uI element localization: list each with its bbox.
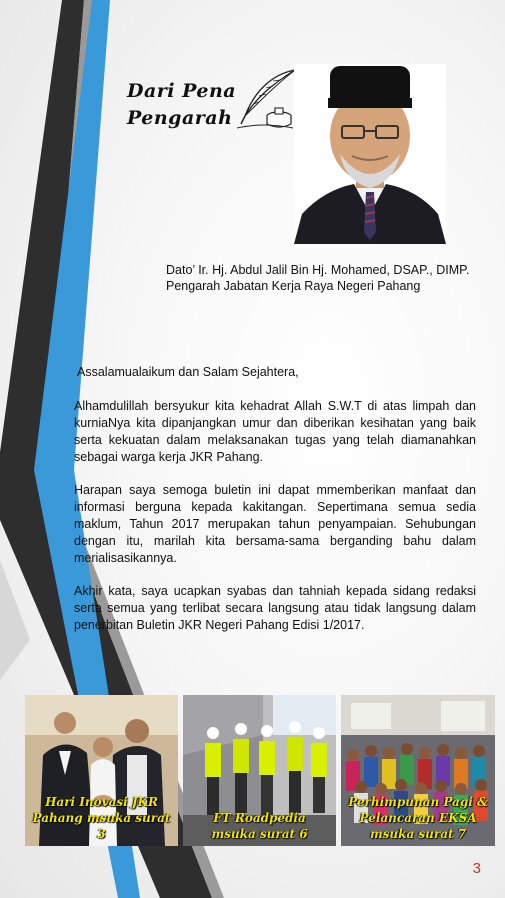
letter-body xyxy=(74,364,476,650)
photo-perhimpunan-pagi xyxy=(341,695,495,846)
photo-ft-roadpedia xyxy=(183,695,336,846)
letter-greeting: Assalamualaikum dan Salam Sejahtera, xyxy=(77,365,299,379)
photo-caption-2 xyxy=(185,810,334,842)
page-heading xyxy=(127,78,236,132)
photo-2-caption-line-2: msuka surat 6 xyxy=(211,827,308,841)
letter-paragraph-3: Akhir kata, saya ucapkan syabas dan tahniah kepada sidang redaksi serta semua yang terlibat secara langsung atau tidak langsung dalam penerbitan Buletin JKR Negeri Pahang Edisi 1/2017. xyxy=(74,584,476,632)
page-number: 3 xyxy=(472,860,481,877)
photo-1-caption-line-1: Hari Inovasi JKR xyxy=(45,795,158,809)
photo-caption-3 xyxy=(343,794,493,842)
director-portrait xyxy=(294,64,446,244)
photo-hari-inovasi xyxy=(25,695,178,846)
letter-paragraph-2: Harapan saya semoga buletin ini dapat mmemberikan manfaat dan informasi berguna kepada kakitangan. Sepertimana semua sedia maklum, Tahun 2017 merupakan tahun penyampaian. Sehubungan dengan itu, marilah kita bersama-sama berganding bahu dalam merialisasikannya. xyxy=(74,483,476,565)
heading-line-1: Dari Pena xyxy=(127,80,237,102)
photo-2-caption-line-1: FT Roadpedia xyxy=(213,811,306,825)
photo-3-caption-line-1: Perhimpunan Pagi & xyxy=(348,795,488,809)
director-position: Pengarah Jabatan Kerja Raya Negeri Pahang xyxy=(166,279,421,293)
heading-line-2: Pengarah xyxy=(127,107,233,129)
director-caption xyxy=(166,262,469,294)
director-name: Dato’ Ir. Hj. Abdul Jalil Bin Hj. Mohamed, DSAP., DIMP. xyxy=(166,263,470,277)
quill-inkwell-icon xyxy=(233,64,303,134)
photo-3-caption-line-2: Pelancaran EKSA xyxy=(359,811,477,825)
letter-paragraph-1: Alhamdulillah bersyukur kita kehadrat Allah S.W.T di atas limpah dan kurniaNya kita dipanjangkan umur dan diberikan kesihatan yang baik serta kekuatan dalam melaksanakan tugas yang telah diamanahkan sebagai warga kerja JKR Pahang. xyxy=(74,399,476,464)
photo-1-caption-line-2: Pahang msuka surat 3 xyxy=(32,811,171,841)
photo-caption-1 xyxy=(27,794,176,842)
photo-3-caption-line-3: msuka surat 7 xyxy=(369,827,467,841)
